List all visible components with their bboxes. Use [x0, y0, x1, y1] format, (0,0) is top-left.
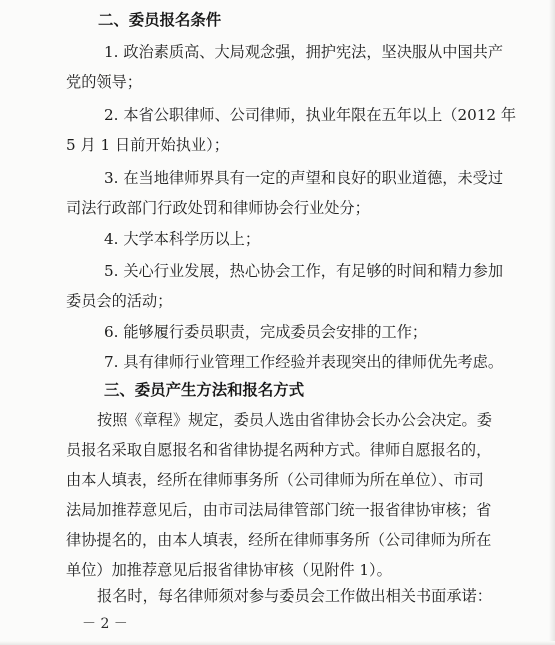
- page-edge-shadow: [549, 0, 555, 645]
- method-paragraph-line-1: 按照《章程》规定，委员人选由省律协会长办公会决定。委: [97, 411, 492, 429]
- condition-4: 4. 大学本科学历以上；: [104, 230, 261, 248]
- condition-1-line-2: 党的领导；: [66, 73, 142, 91]
- section-heading-selection-method: 三、委员产生方法和报名方式: [104, 381, 305, 399]
- method-paragraph-line-6: 单位）加推荐意见后报省律协审核（见附件 1）。: [66, 561, 392, 579]
- condition-3-line-2: 司法行政部门行政处罚和律师协会行业处分；: [66, 199, 370, 217]
- condition-2-line-2: 5 月 1 日前开始执业）；: [66, 136, 229, 154]
- page-number: － 2 －: [82, 616, 128, 632]
- method-paragraph-line-3: 由本人填表，经所在律师事务所（公司律师为所在单位）、市司: [66, 471, 484, 489]
- method-paragraph-line-5: 律协提名的，由本人填表，经所在律师事务所（公司律师为所在: [66, 531, 492, 549]
- condition-3-line-1: 3. 在当地律师界具有一定的声望和良好的职业道德，未受过: [104, 169, 504, 187]
- condition-5-line-1: 5. 关心行业发展，热心协会工作，有足够的时间和精力参加: [104, 262, 504, 280]
- condition-5-line-2: 委员会的活动；: [66, 292, 173, 310]
- method-paragraph-line-2: 员报名采取自愿报名和省律协提名两种方式。律师自愿报名的，: [66, 441, 492, 459]
- condition-2-line-1: 2. 本省公职律师、公司律师，执业年限在五年以上（2012 年: [104, 106, 517, 124]
- condition-1-line-1: 1. 政治素质高、大局观念强，拥护宪法，坚决服从中国共产: [104, 43, 504, 61]
- section-heading-membership-conditions: 二、委员报名条件: [98, 11, 222, 29]
- page-bottom-shadow: [0, 641, 555, 645]
- condition-7: 7. 具有律师行业管理工作经验并表现突出的律师优先考虑。: [104, 353, 504, 371]
- commitment-paragraph: 报名时，每名律师须对参与委员会工作做出相关书面承诺：: [97, 587, 492, 605]
- condition-6: 6. 能够履行委员职责，完成委员会安排的工作；: [104, 323, 428, 341]
- method-paragraph-line-4: 法局加推荐意见后，由市司法局律管部门统一报省律协审核；省: [66, 501, 492, 519]
